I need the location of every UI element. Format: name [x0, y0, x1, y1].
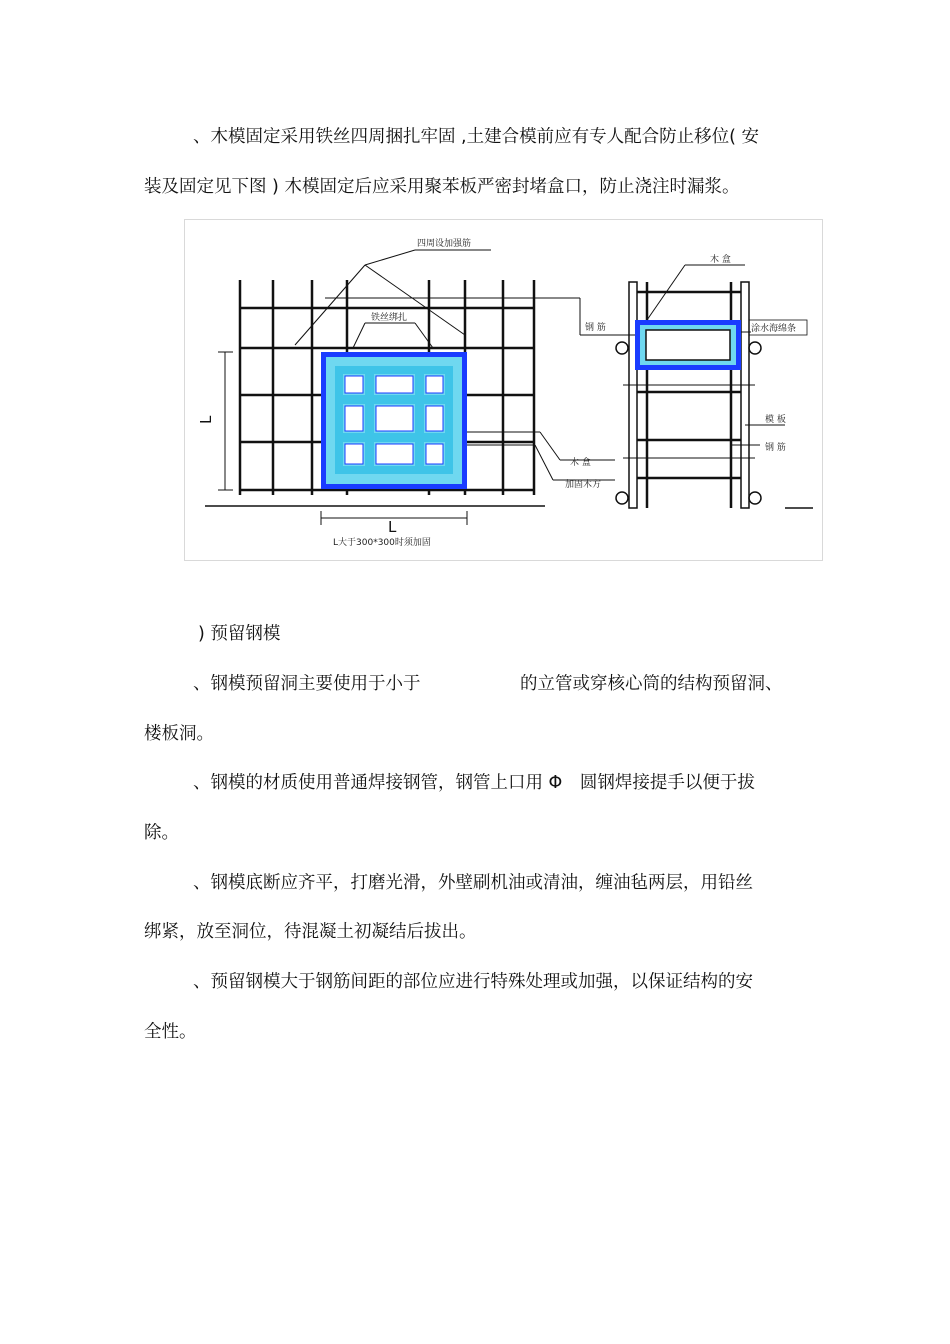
paragraph-4-line-1: 、钢模底断应齐平，打磨光滑，外壁刷机油或清油，缠油毡两层，用铅丝 — [193, 873, 753, 893]
paragraph-1-line-2: 装及固定见下图 ) 木模固定后应采用聚苯板严密封堵盒口，防止浇注时漏浆。 — [144, 177, 740, 197]
label-reinforce-timber: 加固木方 — [565, 480, 602, 490]
label-wood-box-right: 木 盒 — [710, 255, 731, 265]
label-tie-wire: 铁丝绑扎 — [371, 313, 408, 323]
label-sponge: 涂水海绵条 — [751, 324, 797, 334]
label-dimension-l-horizontal: L — [388, 518, 397, 536]
paragraph-3-line-1: 、钢模的材质使用普通焊接钢管，钢管上口用 Φ 圆钢焊接提手以便于拔 — [193, 773, 755, 793]
section-heading: ) 预留钢模 — [198, 624, 281, 644]
paragraph-5-line-2: 全性。 — [144, 1022, 197, 1042]
label-rebar: 钢 筋 — [585, 323, 606, 333]
paragraph-4-line-2: 绑紧，放至洞位，待混凝土初凝结后拔出。 — [144, 922, 477, 942]
label-rebar-right: 钢 筋 — [765, 443, 786, 453]
wood-box-installation-diagram — [184, 219, 823, 561]
label-reinforce-bars: 四周设加强筋 — [417, 239, 472, 249]
paragraph-2-line-2: 楼板洞。 — [144, 724, 214, 744]
paragraph-2-line-1b: 的立管或穿核心筒的结构预留洞、 — [520, 674, 783, 694]
label-note: L大于300*300时须加固 — [333, 538, 431, 548]
paragraph-3-line-2: 除。 — [144, 823, 179, 843]
paragraph-5-line-1: 、预留钢模大于钢筋间距的部位应进行特殊处理或加强，以保证结构的安 — [193, 972, 753, 992]
paragraph-1-line-1: 、木模固定采用铁丝四周捆扎牢固 ,土建合模前应有专人配合防止移位( 安 — [193, 127, 760, 147]
label-wood-box: 木 盒 — [570, 458, 591, 468]
paragraph-2-line-1a: 、钢模预留洞主要使用于小于 — [193, 674, 421, 694]
label-dimension-l-vertical: L — [197, 415, 215, 424]
label-template: 模 板 — [765, 415, 786, 425]
